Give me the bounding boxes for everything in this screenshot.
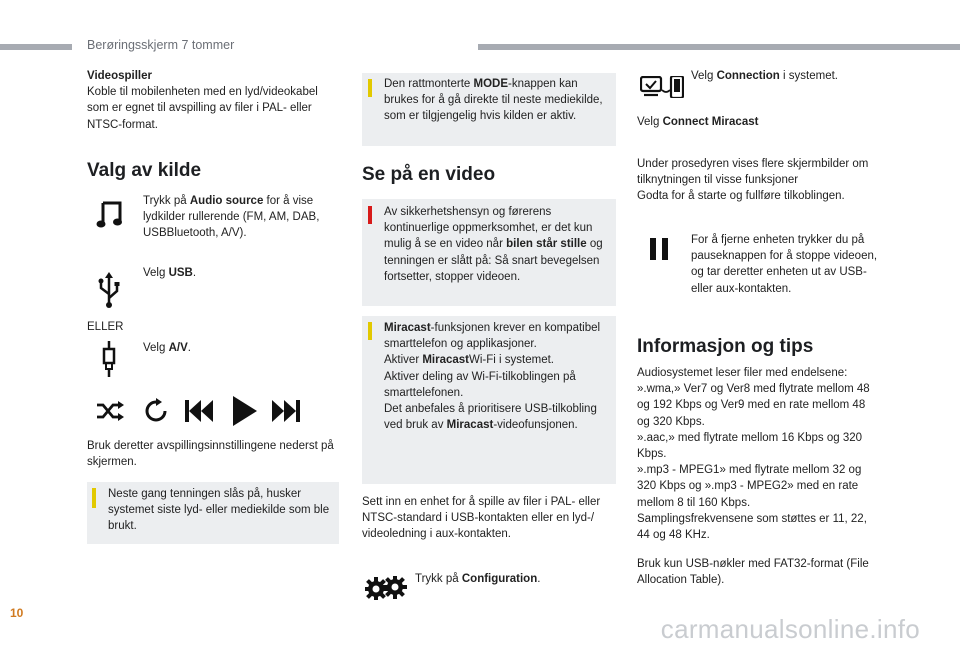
pause-icon <box>650 238 668 260</box>
previous-icon <box>185 400 213 422</box>
connection-label: Connection <box>716 70 780 82</box>
info-bar <box>368 79 372 97</box>
configuration-label: Configuration <box>461 573 538 585</box>
mode-label: MODE <box>473 78 508 90</box>
connection-text: Velg Connection i systemet. <box>691 70 838 82</box>
info-bar <box>92 488 96 508</box>
audio-formats-text: Audiosystemet leser filer med endelsene: ».wma,» Ver7 og Ver8 med flytrate mellom 48 og 192 Kbps og Ver9 med en rate mellom 48 og 320 Kbps. ».aac,» med flytrate mellom 16 Kbps og 320 Kbps. ».mp3 - MPEG1» med flytrate mellom 32 og 320 Kbps og ».mp3 - MPEG2» med en rate mellom 8 til 160 Kbps. Samplingsfrekvensene som støttes er 11, 22, 44 og 48 KHz. <box>637 367 870 542</box>
info-box-text: Neste gang tenningen slås på, husker systemet siste lyd- eller mediekilde som ble brukt. <box>108 488 330 533</box>
stationary-label: bilen står stille <box>506 238 587 251</box>
play-icon <box>233 396 257 426</box>
procedure-text: Under prosedyren vises flere skjermbilder om tilknytningen til visse funksjoner Godta for å starte og fullføre tilkoblingen. <box>637 158 869 203</box>
connect-miracast-label: Connect Miracast <box>662 116 759 128</box>
audio-source-label: Audio source <box>189 195 264 207</box>
audio-source-text: Trykk på Audio source for å vise lydkilder rullerende (FM, AM, DAB, USBBluetooth, A/V). <box>143 195 320 240</box>
header-rule-right <box>478 44 960 50</box>
connection-icon <box>640 76 684 98</box>
warning-bar <box>368 206 372 224</box>
usb-icon <box>97 272 121 308</box>
video-player-title: Videospiller <box>87 70 152 82</box>
video-player-block <box>87 68 339 133</box>
usb-select-text: Velg USB. <box>143 267 197 279</box>
header-rule-left <box>0 44 72 50</box>
av-plug-icon <box>100 341 118 377</box>
connect-miracast-text: Velg Connect Miracast <box>637 116 759 128</box>
repeat-icon <box>143 398 169 424</box>
or-text: ELLER <box>87 321 124 333</box>
music-note-icon <box>96 200 124 230</box>
next-icon <box>272 400 300 422</box>
page-number: 10 <box>10 606 24 620</box>
source-heading: Valg av kilde <box>87 160 202 181</box>
shuffle-icon <box>96 400 124 422</box>
remove-device-text: For å fjerne enheten trykker du på pauseknappen for å stoppe videoen, og tar deretter enheten ut av USB- eller aux-kontakten. <box>691 234 878 295</box>
section-header: Berøringsskjerm 7 tommer <box>87 38 235 52</box>
gears-icon <box>365 576 407 600</box>
miracast-text: Miracast-funksjonen krever en kompatibel smarttelefon og applikasjoner. Aktiver MiracastWi-Fi i systemet. Aktiver deling av Wi-Fi-tilkoblingen på smarttelefonen. Det anbefales å prioritisere USB-tilkobling ved bruk av Miracast-videofunsjonen. <box>384 322 601 432</box>
usb-label: USB <box>168 267 193 279</box>
warning-text: Av sikkerhetshensyn og førerens kontinuerlige oppmerksomhet, er det kun mulig å se en video når bilen står stille og tenningen er slått på: Så snart bevegelsen fortsetter, stopper videoen. <box>384 206 603 283</box>
av-label: A/V <box>168 342 188 354</box>
mode-text: Den rattmonterte MODE-knappen kan brukes for å gå direkte til neste mediekilde, som er tilgjengelig hvis kilden er aktiv. <box>384 78 603 123</box>
info-bar <box>368 322 372 340</box>
fat32-text: Bruk kun USB-nøkler med FAT32-format (File Allocation Table). <box>637 558 869 587</box>
watermark: carmanualsonline.info <box>660 614 920 644</box>
watch-video-heading: Se på en video <box>362 164 496 185</box>
av-select-text: Velg A/V. <box>143 342 191 354</box>
info-tips-heading: Informasjon og tips <box>637 336 814 357</box>
configuration-text: Trykk på Configuration. <box>415 573 541 585</box>
video-player-text: Koble til mobilenheten med en lyd/videokabel som er egnet til avspilling av filer i PAL- eller NTSC-format. <box>87 86 318 131</box>
controls-text: Bruk deretter avspillingsinnstillingene nederst på skjermen. <box>87 440 334 469</box>
insert-device-text: Sett inn en enhet for å spille av filer i PAL- eller NTSC-standard i USB-kontakten eller en lyd-/ videoledning i aux-kontakten. <box>362 496 601 541</box>
